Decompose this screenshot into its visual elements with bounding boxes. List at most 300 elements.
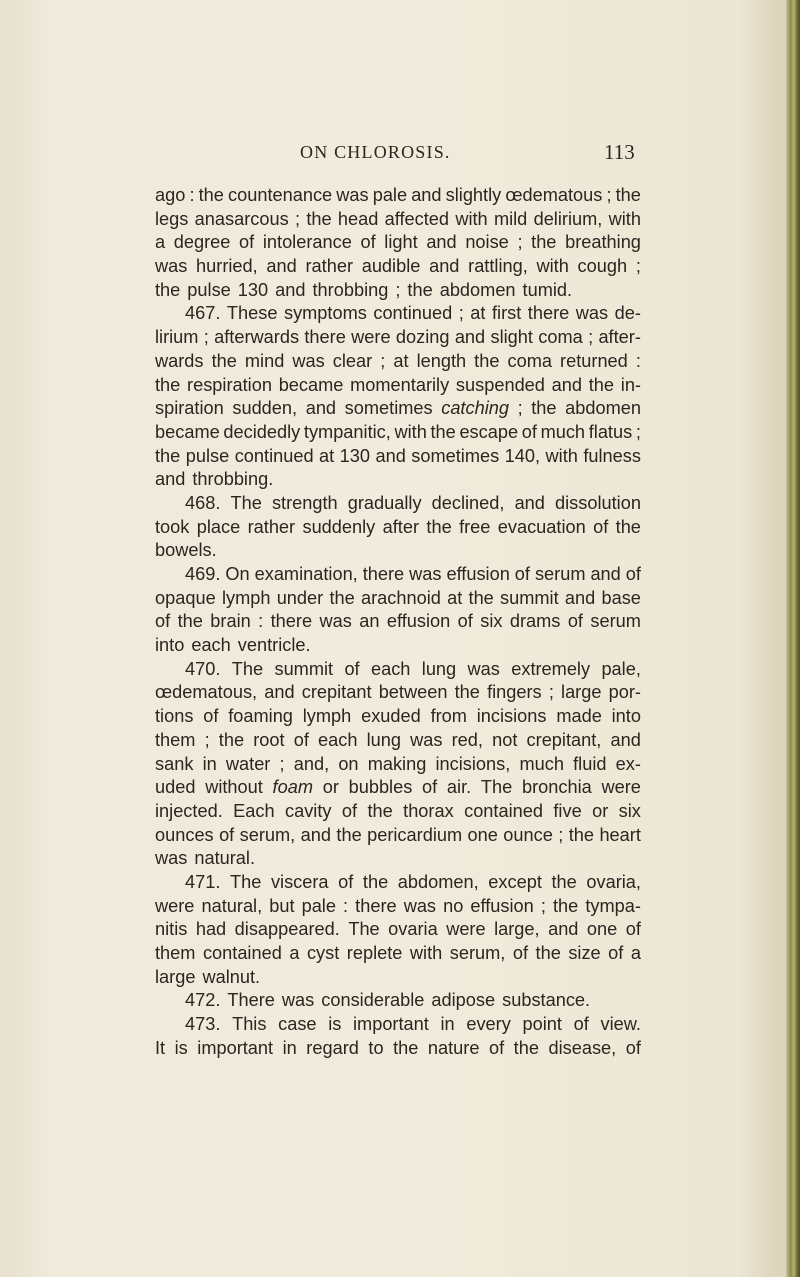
word: strength: [271, 492, 338, 513]
word: 467.: [185, 303, 221, 324]
word: at: [447, 587, 463, 608]
word: ;: [588, 327, 594, 348]
word: root: [253, 729, 285, 750]
word: size: [568, 943, 601, 963]
word: ;: [548, 682, 554, 703]
word: the: [430, 421, 456, 442]
word: momentarily: [350, 374, 450, 395]
word: or: [592, 800, 609, 821]
body-text: [155, 184, 641, 1060]
word: was: [575, 303, 609, 324]
word: pale,: [601, 658, 641, 679]
word: natural,: [201, 895, 263, 916]
word: and: [375, 445, 406, 466]
word: cyst: [306, 943, 340, 963]
word: evacuation: [497, 516, 586, 537]
word: and: [548, 919, 579, 940]
word: became: [278, 374, 344, 395]
word: ;: [635, 421, 641, 442]
word: affected: [384, 208, 450, 229]
word: crepitant,: [526, 729, 602, 750]
word: ;: [606, 185, 612, 205]
word: exuded: [361, 706, 421, 727]
word: rattling,: [468, 256, 528, 277]
word: effusion: [386, 611, 451, 632]
word: ;: [203, 327, 209, 348]
word: red,: [451, 729, 483, 750]
word: thorax: [403, 800, 454, 821]
word: On: [225, 564, 250, 584]
word: was: [336, 185, 369, 205]
word: in: [202, 753, 217, 774]
word: of: [512, 943, 529, 963]
word: lung: [366, 729, 401, 750]
text-line: [155, 753, 641, 777]
text-line: [155, 776, 641, 800]
text-line: [155, 374, 641, 398]
text-line: [155, 279, 641, 303]
word: incisions: [476, 706, 547, 727]
word: large,: [494, 919, 540, 940]
word: is: [174, 1037, 188, 1058]
word: suddenly: [302, 516, 376, 537]
word: were: [601, 777, 641, 798]
word: them: [155, 729, 196, 750]
word: the: [615, 185, 641, 205]
word: delirium,: [533, 208, 603, 229]
word: and: [305, 398, 337, 419]
word: of: [625, 1037, 641, 1058]
word: ;: [517, 398, 523, 419]
word: fluid: [573, 753, 607, 774]
word: the: [551, 871, 577, 892]
text-line: [155, 468, 641, 492]
word: pulse: [187, 279, 231, 300]
word: on: [338, 753, 359, 774]
word: the: [513, 1037, 539, 1058]
word: made: [556, 706, 602, 727]
word: coma: [538, 327, 583, 348]
word: one: [467, 824, 498, 845]
word: the: [468, 587, 494, 608]
word: ventricle.: [237, 635, 311, 656]
word: There: [227, 990, 275, 1011]
word: much: [540, 421, 586, 442]
text-line: [155, 824, 641, 848]
word: serum,: [239, 824, 296, 845]
word: the: [568, 824, 595, 845]
word: ;: [540, 895, 546, 916]
word: no: [443, 895, 464, 916]
word: arachnoid: [360, 587, 441, 608]
word: cough: [577, 256, 628, 277]
word: of: [457, 611, 473, 632]
word: and,: [293, 753, 330, 774]
word: the: [531, 232, 557, 253]
word: pericardium: [367, 824, 463, 845]
word: five: [553, 800, 582, 821]
word: the: [426, 516, 452, 537]
word: ;: [558, 824, 564, 845]
word: de-: [614, 303, 641, 324]
word: anasarcous: [194, 208, 289, 229]
word: of: [514, 564, 530, 584]
word: and: [564, 587, 596, 608]
word: the: [531, 398, 557, 419]
word: mild: [493, 208, 528, 229]
word: viscera: [270, 871, 329, 892]
word: one: [586, 919, 618, 940]
word: brain: [210, 611, 251, 632]
word: replete: [346, 943, 403, 963]
word: in: [440, 1014, 455, 1035]
word: heart: [599, 824, 641, 845]
word: with: [409, 943, 443, 963]
word: crepitant: [301, 682, 372, 703]
word: every: [466, 1014, 511, 1035]
word: and: [429, 256, 460, 277]
word: disease,: [548, 1037, 617, 1058]
text-line: [155, 421, 641, 445]
word: continued: [234, 445, 314, 466]
word: afterwards: [214, 327, 300, 348]
word: breathing: [565, 232, 641, 253]
text-line: [155, 445, 641, 469]
word: legs: [155, 208, 189, 229]
word: large: [561, 682, 602, 703]
word: of: [608, 943, 624, 963]
word: the: [198, 185, 224, 205]
word: and: [551, 374, 583, 395]
word: six: [618, 800, 641, 821]
word: abdomen: [565, 398, 641, 419]
text-line: [155, 847, 641, 871]
text-line: [155, 208, 641, 232]
word: there: [304, 327, 346, 348]
word: of: [625, 564, 641, 584]
word: air.: [446, 777, 472, 798]
text-line: [155, 634, 641, 658]
word: declined,: [431, 492, 505, 513]
word: view.: [600, 1014, 641, 1035]
word: ;: [517, 232, 523, 253]
text-line: [155, 918, 641, 942]
word: from: [430, 706, 467, 727]
word: head: [337, 208, 379, 229]
word: 469.: [185, 564, 221, 584]
word: the: [177, 611, 203, 632]
word: These: [226, 303, 278, 324]
word: escape: [459, 421, 519, 442]
text-line: [155, 989, 641, 1013]
word: the: [407, 279, 433, 300]
word: The: [230, 492, 262, 513]
word: was: [467, 658, 500, 679]
word: took: [155, 516, 190, 537]
word: sometimes: [411, 445, 500, 466]
word: of: [344, 658, 360, 679]
word: regard: [306, 1037, 359, 1058]
word: and: [155, 469, 186, 490]
word: injected.: [155, 800, 223, 821]
word: was: [292, 350, 325, 371]
word: the: [155, 374, 181, 395]
word: was: [409, 564, 442, 584]
word: 130: [339, 445, 371, 466]
word: respiration: [187, 374, 272, 395]
word: the: [474, 350, 500, 371]
word: was: [410, 729, 443, 750]
word: extremely: [511, 658, 591, 679]
word: lymph: [221, 587, 271, 608]
word: of: [422, 777, 438, 798]
word: pulse: [185, 445, 230, 466]
word: ;: [380, 350, 386, 371]
word: The: [231, 658, 264, 679]
word: degree: [173, 232, 231, 253]
word: ;: [294, 208, 301, 229]
word: cavity: [285, 800, 332, 821]
word: of: [293, 729, 309, 750]
word: serum,: [449, 943, 506, 963]
word: important: [353, 1014, 429, 1035]
word: 472.: [185, 990, 221, 1011]
word: 470.: [185, 658, 221, 679]
word: had: [195, 919, 227, 940]
word: examination,: [254, 564, 358, 584]
word: the: [588, 374, 615, 395]
word: ;: [395, 279, 401, 300]
word: effusion: [446, 564, 510, 584]
word: were: [351, 327, 391, 348]
text-line: [155, 302, 641, 326]
word: 140,: [504, 445, 541, 466]
word: hurried,: [196, 256, 258, 277]
word: nitis: [155, 919, 188, 940]
word: natural.: [194, 848, 256, 869]
word: of: [341, 800, 358, 821]
word: substance.: [502, 990, 591, 1011]
word: bowels.: [155, 540, 217, 561]
word: continued: [373, 303, 453, 324]
word: with: [536, 256, 569, 277]
word: or: [322, 777, 339, 798]
word: of: [219, 824, 235, 845]
word: of: [573, 1014, 589, 1035]
text-line: [155, 492, 641, 516]
word: at: [319, 445, 335, 466]
text-line: [155, 658, 641, 682]
word: much: [519, 753, 564, 774]
text-line: [155, 1037, 641, 1061]
word: serum: [590, 611, 641, 632]
word: to: [368, 1037, 384, 1058]
word: ounce: [503, 824, 553, 845]
word: ;: [635, 256, 641, 277]
word: lung: [421, 658, 457, 679]
word: important: [197, 1037, 274, 1058]
word: there: [355, 895, 397, 916]
word: intolerance: [262, 232, 352, 253]
word: except: [488, 871, 542, 892]
word: catching: [441, 398, 509, 419]
word: and: [300, 824, 331, 845]
word: there: [362, 564, 405, 584]
word: summit: [274, 658, 334, 679]
word: of: [239, 232, 255, 253]
word: returned: [560, 350, 628, 371]
word: This: [232, 1014, 267, 1035]
word: pale: [301, 895, 336, 916]
word: abdomen,: [397, 871, 479, 892]
text-line: [155, 516, 641, 540]
word: It: [155, 1037, 166, 1058]
word: and: [454, 327, 486, 348]
word: tions: [155, 706, 194, 727]
word: of: [203, 706, 219, 727]
text-line: [155, 871, 641, 895]
word: contained: [202, 943, 282, 963]
word: clear: [332, 350, 373, 371]
word: ;: [458, 303, 464, 324]
word: with: [455, 208, 488, 229]
word: light: [384, 232, 418, 253]
word: lymph: [302, 706, 352, 727]
word: point: [522, 1014, 562, 1035]
word: The: [480, 777, 513, 798]
word: ex-: [615, 753, 641, 774]
word: 473.: [185, 1014, 221, 1035]
word: ;: [204, 729, 210, 750]
book-binding-edge: [786, 0, 800, 1277]
word: walnut.: [202, 966, 261, 987]
word: incisions,: [435, 753, 511, 774]
word: of: [360, 232, 376, 253]
word: ovaria,: [586, 871, 641, 892]
word: were: [446, 919, 486, 940]
word: por-: [608, 682, 641, 703]
word: the: [454, 682, 480, 703]
word: each: [318, 729, 358, 750]
word: large: [155, 966, 196, 987]
word: gradually: [347, 492, 422, 513]
word: base: [601, 587, 641, 608]
word: was: [319, 611, 352, 632]
word: rather: [305, 256, 353, 277]
word: audible: [361, 256, 421, 277]
word: considerable: [321, 990, 425, 1011]
word: but: [269, 895, 295, 916]
word: with: [394, 421, 427, 442]
word: at: [470, 303, 486, 324]
word: fingers: [487, 682, 542, 703]
word: case: [278, 1014, 317, 1035]
word: adipose: [431, 990, 496, 1011]
word: the: [211, 350, 237, 371]
word: of: [625, 919, 641, 940]
word: foam: [272, 777, 313, 798]
word: the: [155, 279, 181, 300]
word: coma: [507, 350, 552, 371]
word: throbbing: [312, 279, 389, 300]
text-line: [155, 1013, 641, 1037]
word: pale: [372, 185, 408, 205]
text-line: [155, 800, 641, 824]
word: serum: [534, 564, 586, 584]
page-number: 113: [604, 140, 635, 164]
word: the: [218, 729, 245, 750]
text-line: [155, 563, 641, 587]
word: opaque: [155, 587, 216, 608]
word: there: [270, 611, 313, 632]
word: suspended: [455, 374, 545, 395]
word: of: [593, 516, 609, 537]
word: each: [191, 635, 231, 656]
word: effusion: [470, 895, 534, 916]
word: after: [382, 516, 420, 537]
text-line: [155, 681, 641, 705]
word: ounces: [155, 824, 214, 845]
text-line: [155, 326, 641, 350]
word: of: [567, 611, 583, 632]
word: slightly: [445, 185, 502, 205]
word: 468.: [185, 492, 221, 513]
word: without: [205, 777, 263, 798]
text-line: [155, 539, 641, 563]
word: disappeared.: [234, 919, 340, 940]
word: tympa-: [585, 895, 641, 916]
word: was: [155, 848, 188, 869]
word: summit: [500, 587, 559, 608]
word: lirium: [155, 327, 199, 348]
word: slight: [490, 327, 533, 348]
word: not: [492, 729, 518, 750]
text-line: [155, 255, 641, 279]
word: :: [189, 185, 195, 205]
word: and: [275, 279, 306, 300]
word: sometimes: [344, 398, 433, 419]
word: bronchia: [521, 777, 592, 798]
word: œdematous,: [155, 682, 258, 703]
word: abdomen: [439, 279, 516, 300]
word: the: [615, 516, 641, 537]
word: were: [155, 895, 195, 916]
word: The: [230, 871, 262, 892]
word: with: [608, 208, 641, 229]
word: :: [258, 611, 264, 632]
word: the: [329, 587, 355, 608]
word: between: [378, 682, 448, 703]
word: making: [367, 753, 427, 774]
text-line: [155, 184, 641, 208]
text-line: [155, 895, 641, 919]
word: with: [545, 445, 578, 466]
word: the: [393, 1037, 419, 1058]
word: six: [480, 611, 503, 632]
word: and: [514, 492, 545, 513]
word: spiration: [155, 398, 224, 419]
word: after-: [598, 327, 641, 348]
word: became: [155, 421, 220, 442]
text-line: [155, 966, 641, 990]
word: in: [282, 1037, 297, 1058]
word: tumid.: [522, 279, 573, 300]
running-head: [0, 142, 800, 168]
word: countenance: [228, 185, 333, 205]
word: mind: [244, 350, 285, 371]
word: decidedly: [223, 421, 301, 442]
word: throbbing.: [192, 469, 274, 490]
